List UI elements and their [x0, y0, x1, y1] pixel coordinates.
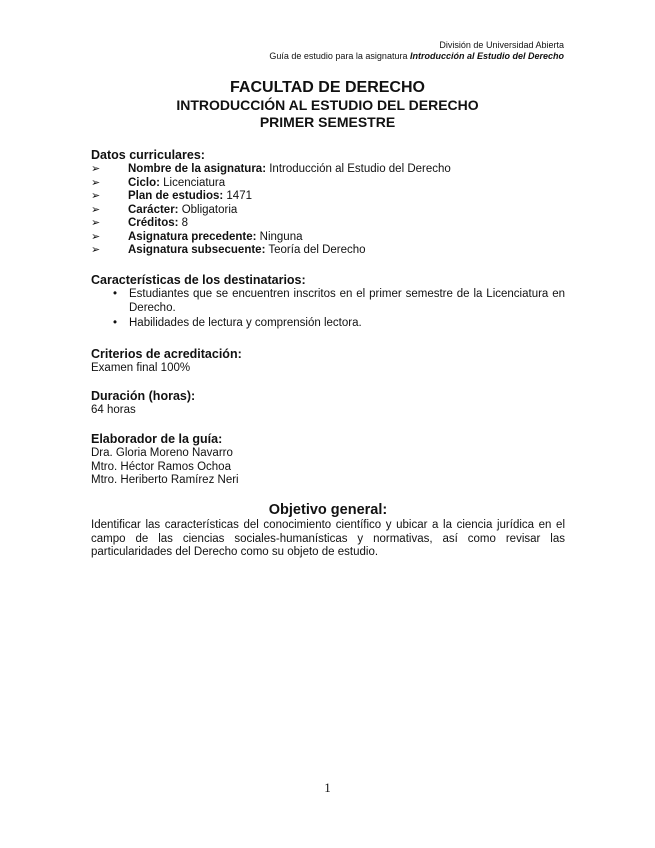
list-item	[91, 317, 565, 331]
elaborador-name: Mtro. Héctor Ramos Ochoa	[91, 460, 231, 473]
running-header	[269, 40, 564, 62]
elaborador-title: Elaborador de la guía:	[91, 432, 223, 446]
faculty-title: FACULTAD DE DERECHO	[230, 79, 425, 96]
arrow-bullet-icon: ➢	[91, 176, 101, 189]
elaborador-section	[91, 432, 565, 488]
arrow-bullet-icon: ➢	[91, 217, 101, 229]
item-value: Ninguna	[256, 230, 303, 243]
item-key: Asignatura precedente:	[128, 230, 257, 243]
list-item	[91, 288, 565, 315]
datos-curriculares-title: Datos curriculares:	[91, 148, 205, 162]
header-guide	[269, 51, 564, 62]
duracion-title: Duración (horas):	[91, 389, 196, 403]
item-value: Teoría del Derecho	[265, 244, 366, 256]
list-item	[91, 217, 565, 231]
list-item	[91, 190, 565, 204]
header-guide-subject: Introducción al Estudio del Derecho	[409, 51, 564, 61]
elaborador-name: Dra. Gloria Moreno Navarro	[91, 447, 233, 459]
item-value: 8	[178, 217, 189, 229]
destinatarios-title: Características de los destinatarios:	[91, 273, 306, 287]
item-key: Créditos:	[128, 217, 179, 229]
datos-curriculares-section	[91, 148, 565, 258]
document-titles	[0, 78, 655, 131]
objetivo-title: Objetivo general:	[268, 502, 388, 518]
list-item	[91, 177, 565, 191]
list-item	[91, 204, 565, 218]
arrow-bullet-icon: ➢	[91, 190, 101, 202]
criterios-value: Examen final 100%	[91, 362, 191, 374]
header-division: División de Universidad Abierta	[439, 40, 564, 50]
objetivo-text: Identificar las características del conocimiento científico y ubicar a la ciencia jurídica en el campo de las ciencias sociales-humanísticas y normativas, así como revisar las particularidades del Derecho como su objeto de estudio.	[91, 519, 565, 558]
criterios-title: Criterios de acreditación:	[91, 347, 242, 361]
item-key: Asignatura subsecuente:	[128, 244, 266, 256]
destinatarios-section	[91, 273, 565, 333]
duracion-value: 64 horas	[91, 404, 136, 416]
page-number: 1	[324, 780, 331, 795]
list-item	[91, 244, 565, 258]
item-text: Estudiantes que se encuentren inscritos en el primer semestre de la Licenciatura en Derecho.	[129, 288, 565, 314]
item-key: Carácter:	[128, 203, 179, 216]
arrow-bullet-icon: ➢	[91, 203, 101, 216]
semester-title: PRIMER SEMESTRE	[259, 114, 396, 130]
item-value: 1471	[223, 190, 252, 202]
subject-title: INTRODUCCIÓN AL ESTUDIO DEL DERECHO	[176, 97, 479, 113]
destinatarios-list	[91, 288, 565, 331]
list-item	[91, 231, 565, 245]
header-guide-prefix: Guía de estudio para la asignatura	[269, 51, 410, 61]
elaborador-name: Mtro. Heriberto Ramírez Neri	[91, 474, 239, 486]
arrow-bullet-icon: ➢	[91, 163, 101, 175]
bullet-icon: •	[113, 317, 118, 329]
item-value: Obligatoria	[178, 203, 238, 216]
bullet-icon: •	[113, 288, 118, 300]
objetivo-section	[91, 502, 565, 560]
item-key: Plan de estudios:	[128, 190, 224, 202]
list-item	[91, 163, 565, 177]
datos-curriculares-list	[91, 163, 565, 258]
item-value: Introducción al Estudio del Derecho	[266, 163, 451, 175]
arrow-bullet-icon: ➢	[91, 244, 101, 256]
criterios-section	[91, 347, 565, 376]
duracion-section	[91, 389, 565, 418]
item-value: Licenciatura	[159, 176, 226, 189]
item-key: Ciclo:	[128, 176, 160, 189]
item-key: Nombre de la asignatura:	[128, 163, 267, 175]
arrow-bullet-icon: ➢	[91, 230, 101, 243]
item-text: Habilidades de lectura y comprensión lectora.	[129, 317, 362, 329]
